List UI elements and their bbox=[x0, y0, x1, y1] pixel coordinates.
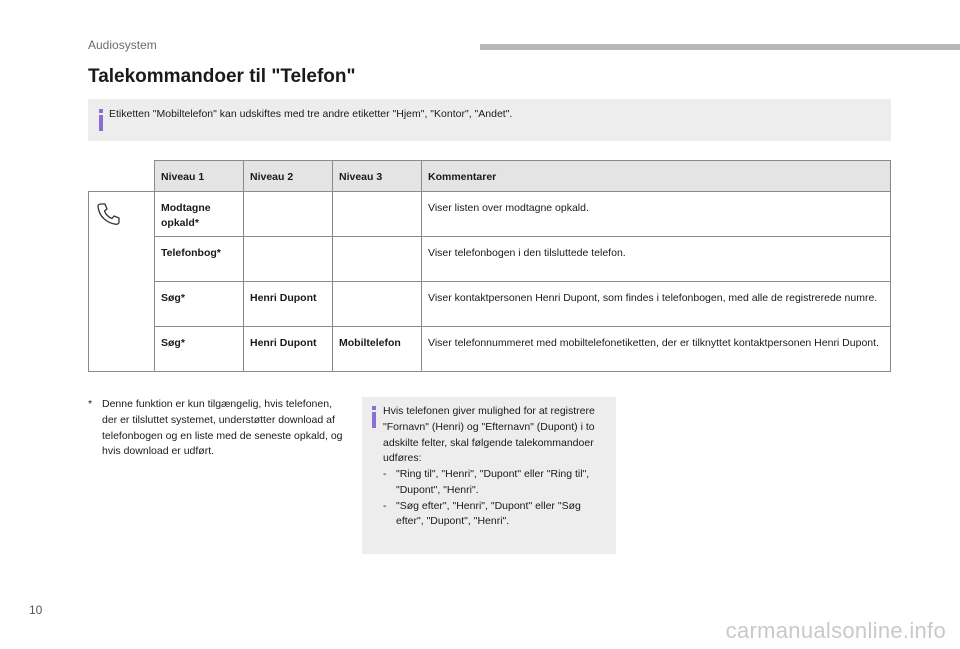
phone-handset-icon bbox=[95, 201, 121, 227]
row1-level2 bbox=[244, 192, 333, 237]
footnote bbox=[88, 397, 343, 460]
tip-list bbox=[383, 467, 611, 530]
page-number: 10 bbox=[29, 603, 43, 617]
phone-icon-cell bbox=[89, 192, 155, 372]
row4-level3: Mobiltelefon bbox=[333, 327, 422, 372]
row4-level2: Henri Dupont bbox=[244, 327, 333, 372]
row3-level1: Søg* bbox=[155, 282, 244, 327]
row2-comment: Viser telefonbogen i den tilsluttede telefon. bbox=[422, 237, 891, 282]
header-bar bbox=[480, 44, 960, 50]
row2-level1: Telefonbog* bbox=[155, 237, 244, 282]
info-note bbox=[88, 99, 891, 141]
tip-item-text: "Søg efter", "Henri", "Dupont" eller "Søg efter", "Dupont", "Henri". bbox=[396, 499, 581, 528]
section-label: Audiosystem bbox=[88, 38, 157, 52]
page-title: Talekommandoer til "Telefon" bbox=[88, 66, 356, 87]
footnote-marker: * bbox=[88, 398, 93, 410]
row1-level3 bbox=[333, 192, 422, 237]
row1-level1: Modtagne opkald* bbox=[155, 192, 244, 237]
table-row bbox=[89, 282, 891, 327]
row3-level2: Henri Dupont bbox=[244, 282, 333, 327]
table-row bbox=[89, 192, 891, 237]
row2-level3 bbox=[333, 237, 422, 282]
info-icon bbox=[369, 406, 379, 428]
table-header-level1: Niveau 1 bbox=[155, 161, 244, 192]
footnote-text: Denne funktion er kun tilgængelig, hvis telefonen, der er tilsluttet systemet, understøtter download af telefonbogen og en liste med de seneste opkald, og hvis download er udført. bbox=[102, 398, 343, 458]
row1-comment: Viser listen over modtagne opkald. bbox=[422, 192, 891, 237]
tip-box bbox=[362, 397, 616, 554]
table-header-level3: Niveau 3 bbox=[333, 161, 422, 192]
table-header-row bbox=[89, 161, 891, 192]
table-header-blank bbox=[89, 161, 155, 192]
table-row bbox=[89, 237, 891, 282]
tip-intro: Hvis telefonen giver mulighed for at registrere "Fornavn" (Henri) og "Efternavn" (Dupont) i to adskilte felter, skal følgende talekommandoer udføres: bbox=[383, 405, 595, 465]
tip-item-text: "Ring til", "Henri", "Dupont" eller "Ring til", "Dupont", "Henri". bbox=[396, 468, 590, 496]
info-icon bbox=[96, 109, 106, 131]
table-header-level2: Niveau 2 bbox=[244, 161, 333, 192]
table-row bbox=[89, 327, 891, 372]
watermark: carmanualsonline.info bbox=[725, 618, 946, 643]
tip-item: - "Søg efter", "Henri", "Dupont" eller "Søg efter", "Dupont", "Henri". bbox=[383, 499, 581, 528]
info-note-text: Etiketten "Mobiltelefon" kan udskiftes med tre andre etiketter "Hjem", "Kontor", "Andet". bbox=[109, 108, 513, 120]
row3-comment: Viser kontaktpersonen Henri Dupont, som findes i telefonbogen, med alle de registrerede numre. bbox=[422, 282, 891, 327]
row4-level1: Søg* bbox=[155, 327, 244, 372]
row3-level3 bbox=[333, 282, 422, 327]
tip-item: - "Ring til", "Henri", "Dupont" eller "Ring til", "Dupont", "Henri". bbox=[383, 468, 590, 496]
table-header-comments: Kommentarer bbox=[422, 161, 891, 192]
row2-level2 bbox=[244, 237, 333, 282]
voice-command-table bbox=[88, 160, 891, 372]
row4-comment: Viser telefonnummeret med mobiltelefonetiketten, der er tilknyttet kontaktpersonen Henri Dupont. bbox=[422, 327, 891, 372]
